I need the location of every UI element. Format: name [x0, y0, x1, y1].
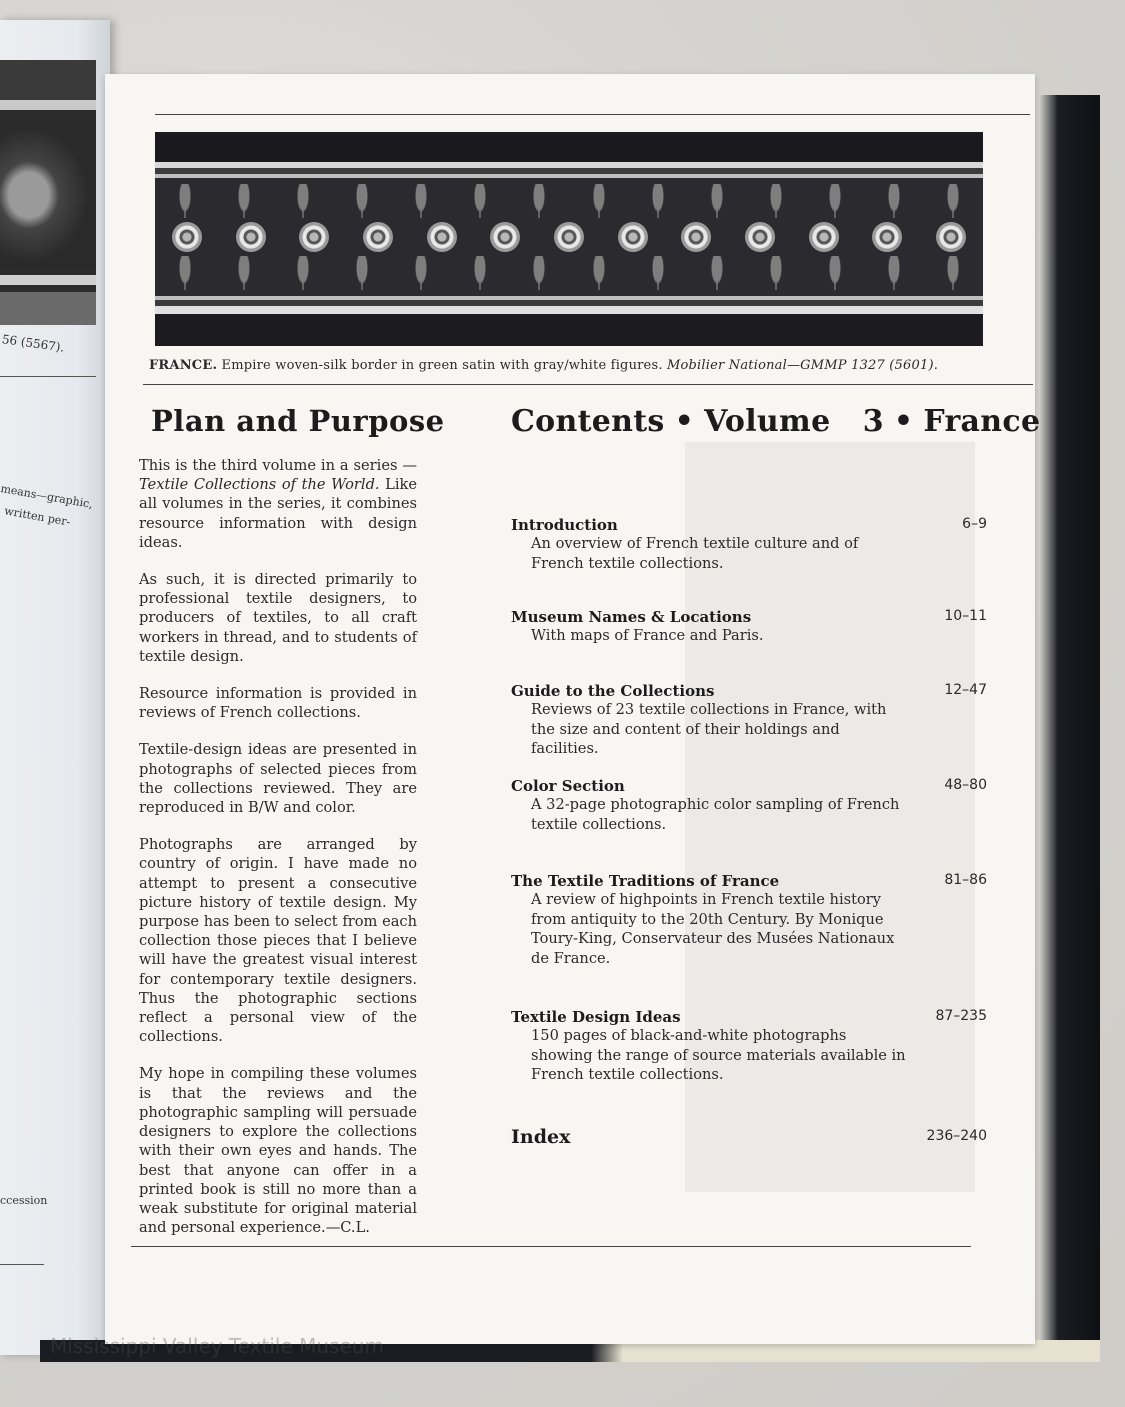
- volume-number: 3: [862, 404, 884, 439]
- toc-entry-design-ideas: [511, 1008, 1011, 1085]
- sprig-motif: [945, 184, 961, 218]
- left-page-caption: 56 (5567).: [1, 332, 66, 355]
- rosette-motif: [172, 222, 202, 252]
- plan-text-column: [139, 456, 417, 1255]
- toc-title: Introduction: [511, 516, 618, 534]
- toc-title: Museum Names & Locations: [511, 608, 752, 626]
- plan-paragraph-rest: Like all volumes in the series, it combines resource information with design ideas.: [139, 476, 417, 551]
- left-page-rule: [0, 1264, 44, 1265]
- bullet-separator: •: [893, 404, 914, 439]
- plan-paragraph: Resource information is provided in reviews of French collections.: [139, 685, 417, 722]
- sprig-motif: [236, 256, 252, 290]
- contents-heading: [511, 404, 1040, 439]
- rosette-motif: [936, 222, 966, 252]
- toc-description: Reviews of 23 textile collections in France, with the size and content of their holdings and facilities.: [531, 701, 887, 757]
- bullet-separator: •: [674, 404, 695, 439]
- toc-pages: 81–86: [944, 872, 987, 888]
- sprig-motif: [709, 184, 725, 218]
- rosette-motif: [872, 222, 902, 252]
- plan-paragraph: As such, it is directed primarily to professional textile designers, to producers of textiles, to all craft workers in thread, and to students of textile design.: [139, 571, 417, 665]
- toc-entry-museum-names: [511, 608, 1011, 646]
- left-page-fragment: means—graphic,: [0, 481, 94, 512]
- rosette-motif: [490, 222, 520, 252]
- sprig-motif: [354, 256, 370, 290]
- sprig-motif: [531, 184, 547, 218]
- toc-title: Index: [511, 1126, 571, 1148]
- caption-country: FRANCE.: [149, 358, 218, 373]
- left-page-rule: [0, 376, 96, 377]
- toc-description: A 32-page photographic color sampling of French textile collections.: [531, 796, 900, 833]
- toc-description: 150 pages of black-and-white photographs showing the range of source materials available in French textile collections.: [531, 1027, 906, 1083]
- sprig-motif: [177, 184, 193, 218]
- toc-pages: 10–11: [944, 608, 987, 624]
- bottom-rule: [131, 1246, 971, 1247]
- rosette-motif: [554, 222, 584, 252]
- toc-description: A review of highpoints in French textile history from antiquity to the 20th Century. By Monique Toury-King, Conservateur des Musées Nationaux de France.: [531, 891, 895, 967]
- rosette-motif: [299, 222, 329, 252]
- toc-description: With maps of France and Paris.: [531, 627, 764, 644]
- sprig-motif: [945, 256, 961, 290]
- plan-paragraph: Photographs are arranged by country of origin. I have made no attempt to present a consecutive picture history of textile design. My purpose has been to select from each collection those pieces that I believe will have the greatest visual interest for contemporary textile designers. Thus the photographic sections reflect a personal view of the collections.: [139, 836, 417, 1046]
- sprig-motif: [886, 184, 902, 218]
- sprig-motif: [709, 256, 725, 290]
- sprig-motif: [177, 256, 193, 290]
- sprig-motif: [413, 184, 429, 218]
- plan-paragraph: My hope in compiling these volumes is that the reviews and the photographic sampling will persuade designers to explore the collections with their own eyes and hands. The best that anyone can offer in a printed book is still no more than a weak substitute for original material and personal experience.—C.L.: [139, 1065, 417, 1237]
- photo-caption: [149, 358, 1009, 373]
- sprig-motif: [886, 256, 902, 290]
- left-page-fragment: ccession: [0, 1194, 48, 1207]
- sprig-motif: [768, 256, 784, 290]
- rosette-motif: [681, 222, 711, 252]
- toc-entry-introduction: [511, 516, 1011, 573]
- sprig-motif: [295, 184, 311, 218]
- toc-pages: 12–47: [944, 682, 987, 698]
- toc-entry-index: [511, 1126, 1011, 1148]
- rosette-motif: [236, 222, 266, 252]
- rosette-motif: [427, 222, 457, 252]
- toc-description: An overview of French textile culture and of French textile collections.: [531, 535, 859, 572]
- sprig-motif: [295, 256, 311, 290]
- sprig-motif: [472, 184, 488, 218]
- toc-pages: 236–240: [926, 1128, 987, 1144]
- top-rule: [155, 114, 1030, 115]
- toc-title: Guide to the Collections: [511, 682, 715, 700]
- toc-title: The Textile Traditions of France: [511, 872, 780, 890]
- sprig-motif: [650, 256, 666, 290]
- plan-heading: Plan and Purpose: [151, 404, 445, 438]
- sprig-motif: [354, 184, 370, 218]
- book-page: [105, 74, 1041, 1344]
- volume-word: Volume: [704, 404, 831, 439]
- toc-entry-traditions: [511, 872, 1011, 968]
- left-facing-page: [0, 20, 110, 1355]
- left-page-fragment: written per-: [3, 504, 72, 529]
- plan-paragraph-start: This is the third volume in a series —: [139, 457, 417, 474]
- textile-border-photo: [155, 132, 983, 346]
- toc-entry-color-section: [511, 777, 1011, 834]
- toc-pages: 87–235: [935, 1008, 987, 1024]
- left-page-photo: [0, 60, 96, 325]
- plan-paragraph: Textile-design ideas are presented in photographs of selected pieces from the collections reviewed. They are reproduced in B/W and color.: [139, 741, 417, 817]
- caption-source: Mobilier National—GMMP 1327 (5601).: [667, 358, 939, 373]
- series-title: Textile Collections of the World.: [139, 476, 380, 494]
- section-rule: [143, 384, 1033, 385]
- sprig-motif: [472, 256, 488, 290]
- sprig-motif: [236, 184, 252, 218]
- toc-title: Textile Design Ideas: [511, 1008, 681, 1026]
- book-cover-edge: [1040, 95, 1100, 1350]
- toc-title: Color Section: [511, 777, 625, 795]
- rosette-motif: [618, 222, 648, 252]
- sprig-motif: [827, 256, 843, 290]
- caption-description: Empire woven-silk border in green satin with gray/white figures.: [221, 358, 663, 373]
- sprig-motif: [827, 184, 843, 218]
- rosette-motif: [809, 222, 839, 252]
- toc-entry-guide: [511, 682, 1011, 759]
- toc-pages: 48–80: [944, 777, 987, 793]
- plan-paragraph: [139, 456, 417, 552]
- rosette-motif: [363, 222, 393, 252]
- rosette-motif: [745, 222, 775, 252]
- sprig-motif: [650, 184, 666, 218]
- sprig-motif: [591, 184, 607, 218]
- contents-word: Contents: [511, 404, 665, 439]
- watermark: Mississippi Valley Textile Museum: [50, 1334, 384, 1358]
- sprig-motif: [768, 184, 784, 218]
- sprig-motif: [591, 256, 607, 290]
- sprig-motif: [413, 256, 429, 290]
- toc-pages: 6–9: [962, 516, 987, 532]
- sprig-motif: [531, 256, 547, 290]
- volume-country: France: [923, 404, 1041, 439]
